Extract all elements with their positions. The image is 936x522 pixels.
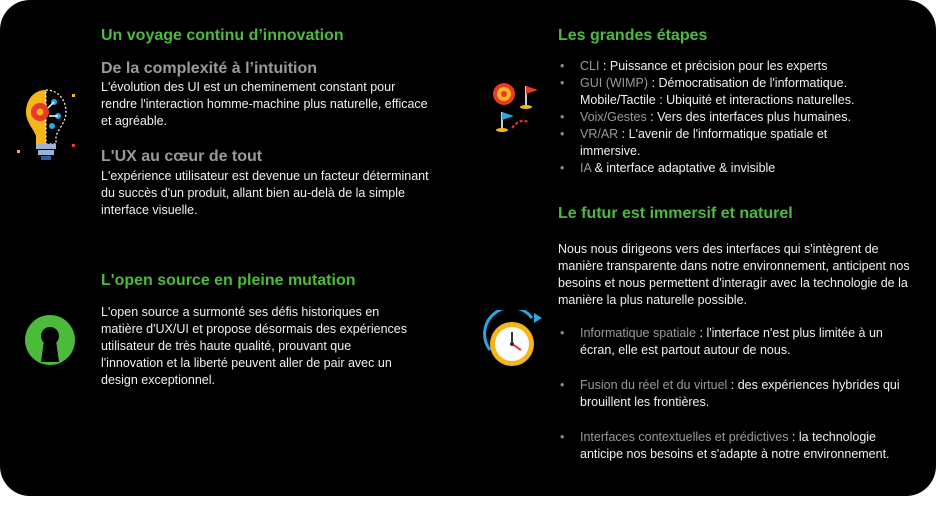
open-source-icon: [24, 314, 76, 366]
section-title-future: Le futur est immersif et naturel: [558, 205, 793, 222]
clock-forward-icon: [482, 310, 546, 370]
text-ux: L'expérience utilisateur est devenue un facteur déterminant du succès d'un produit, allant bien au-delà de la simple interface visuelle.: [101, 169, 429, 217]
subtitle-complexity: De la complexité à l’intuition: [101, 60, 318, 77]
list-item: • IA & interface adaptative & invisible: [558, 160, 898, 177]
list-item: • VR/AR : L'avenir de l'informatique spatiale et immersive.: [558, 126, 898, 160]
list-item: • GUI (WIMP) : Démocratisation de l'informatique. Mobile/Tactile : Ubiquité et interactions naturelles.: [558, 75, 898, 109]
list-item: • CLI : Puissance et précision pour les experts: [558, 58, 898, 75]
section-title-steps: Les grandes étapes: [558, 27, 708, 44]
list-item: • Voix/Gestes : Vers des interfaces plus humaines.: [558, 109, 898, 126]
list-item: • Fusion du réel et du virtuel : des expériences hybrides qui brouillent les frontières.: [558, 377, 908, 411]
text-complexity: L'évolution des UI est un cheminement constant pour rendre l'interaction homme-machine plus naturelle, efficace et agréable.: [101, 80, 428, 128]
milestones-flags-icon: [490, 78, 544, 138]
text-future-intro: Nous nous dirigeons vers des interfaces qui s'intègrent de manière transparente dans notre environnement, anticipent nos besoins et nous permettent d'interagir avec la technologie de la manière la plus naturelle possible.: [558, 242, 910, 307]
future-list: [558, 325, 908, 463]
subtitle-ux: L'UX au cœur de tout: [101, 148, 263, 165]
steps-list: [558, 58, 898, 177]
section-title-innovation: Un voyage continu d’innovation: [101, 27, 344, 44]
list-item: • Interfaces contextuelles et prédictives : la technologie anticipe nos besoins et s'adapte à notre environnement.: [558, 429, 908, 463]
section-title-opensource: L'open source en pleine mutation: [101, 272, 356, 289]
lightbulb-gear-icon: [14, 80, 78, 164]
text-opensource: L'open source a surmonté ses défis historiques en matière d'UX/UI et propose désormais des expériences utilisateur de très haute qualité, prouvant que l'innovation et la liberté peuvent aller de pair avec un design exceptionnel.: [101, 305, 408, 387]
list-item: • Informatique spatiale : l'interface n'est plus limitée à un écran, elle est partout autour de nous.: [558, 325, 908, 359]
